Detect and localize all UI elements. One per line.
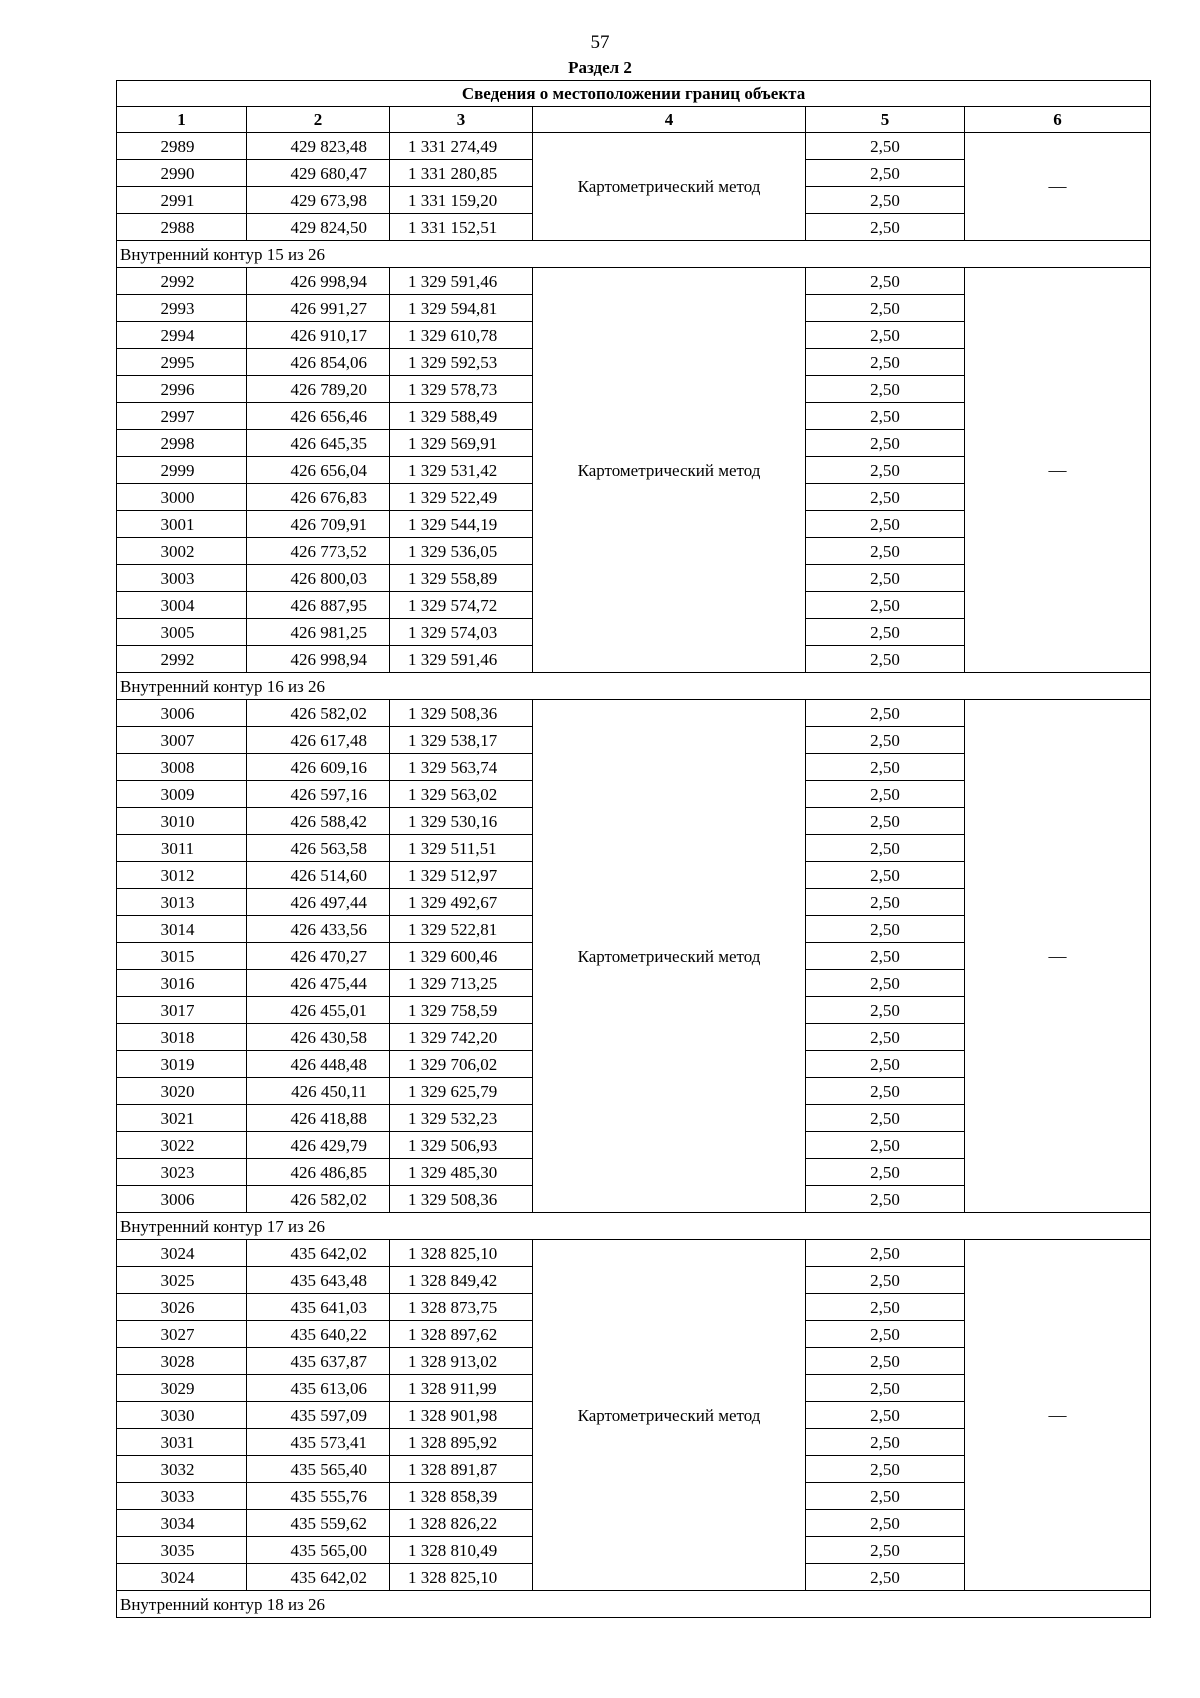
coord-x: 435 642,02 <box>247 1564 390 1591</box>
coord-y: 1 329 506,93 <box>390 1132 533 1159</box>
accuracy-value: 2,50 <box>806 1240 965 1267</box>
coord-y: 1 329 530,16 <box>390 808 533 835</box>
contour-title: Внутренний контур 18 из 26 <box>117 1591 1151 1618</box>
accuracy-value: 2,50 <box>806 943 965 970</box>
method-cell: Картометрический метод <box>533 133 806 241</box>
accuracy-value: 2,50 <box>806 700 965 727</box>
accuracy-value: 2,50 <box>806 1321 965 1348</box>
point-number: 2988 <box>117 214 247 241</box>
accuracy-value: 2,50 <box>806 1024 965 1051</box>
method-cell: Картометрический метод <box>533 1240 806 1591</box>
accuracy-value: 2,50 <box>806 1159 965 1186</box>
point-number: 2998 <box>117 430 247 457</box>
coord-x: 426 455,01 <box>247 997 390 1024</box>
coord-y: 1 329 569,91 <box>390 430 533 457</box>
description-cell: — <box>965 268 1151 673</box>
coord-y: 1 328 891,87 <box>390 1456 533 1483</box>
accuracy-value: 2,50 <box>806 889 965 916</box>
coord-x: 426 563,58 <box>247 835 390 862</box>
coord-y: 1 329 522,49 <box>390 484 533 511</box>
coord-y: 1 331 152,51 <box>390 214 533 241</box>
column-header: 5 <box>806 107 965 133</box>
coord-y: 1 329 600,46 <box>390 943 533 970</box>
contour-title-row <box>117 1213 1151 1240</box>
coord-y: 1 329 538,17 <box>390 727 533 754</box>
coord-y: 1 329 563,02 <box>390 781 533 808</box>
point-number: 3030 <box>117 1402 247 1429</box>
accuracy-value: 2,50 <box>806 511 965 538</box>
accuracy-value: 2,50 <box>806 403 965 430</box>
column-header: 2 <box>247 107 390 133</box>
table-caption: Сведения о местоположении границ объекта <box>117 81 1151 107</box>
coord-x: 426 588,42 <box>247 808 390 835</box>
coord-y: 1 328 895,92 <box>390 1429 533 1456</box>
point-number: 3028 <box>117 1348 247 1375</box>
coord-x: 429 680,47 <box>247 160 390 187</box>
coord-x: 426 910,17 <box>247 322 390 349</box>
point-number: 3002 <box>117 538 247 565</box>
coord-y: 1 329 508,36 <box>390 700 533 727</box>
point-number: 3024 <box>117 1564 247 1591</box>
coord-x: 426 514,60 <box>247 862 390 889</box>
point-number: 3031 <box>117 1429 247 1456</box>
coord-x: 426 709,91 <box>247 511 390 538</box>
coord-x: 426 800,03 <box>247 565 390 592</box>
accuracy-value: 2,50 <box>806 430 965 457</box>
point-number: 3011 <box>117 835 247 862</box>
point-number: 2993 <box>117 295 247 322</box>
point-number: 3015 <box>117 943 247 970</box>
point-number: 2997 <box>117 403 247 430</box>
accuracy-value: 2,50 <box>806 268 965 295</box>
point-number: 3032 <box>117 1456 247 1483</box>
coord-y: 1 329 544,19 <box>390 511 533 538</box>
coord-x: 429 823,48 <box>247 133 390 160</box>
column-header: 4 <box>533 107 806 133</box>
coord-y: 1 329 522,81 <box>390 916 533 943</box>
accuracy-value: 2,50 <box>806 376 965 403</box>
coord-y: 1 329 563,74 <box>390 754 533 781</box>
coord-y: 1 329 592,53 <box>390 349 533 376</box>
accuracy-value: 2,50 <box>806 214 965 241</box>
coord-x: 426 448,48 <box>247 1051 390 1078</box>
accuracy-value: 2,50 <box>806 646 965 673</box>
accuracy-value: 2,50 <box>806 1348 965 1375</box>
contour-title-row <box>117 1591 1151 1618</box>
coord-x: 426 429,79 <box>247 1132 390 1159</box>
coord-y: 1 331 274,49 <box>390 133 533 160</box>
coord-x: 435 640,22 <box>247 1321 390 1348</box>
point-number: 3016 <box>117 970 247 997</box>
coord-y: 1 331 280,85 <box>390 160 533 187</box>
accuracy-value: 2,50 <box>806 1564 965 1591</box>
column-header: 6 <box>965 107 1151 133</box>
coord-y: 1 329 574,03 <box>390 619 533 646</box>
accuracy-value: 2,50 <box>806 619 965 646</box>
coord-y: 1 328 913,02 <box>390 1348 533 1375</box>
description-cell: — <box>965 1240 1151 1591</box>
point-number: 2990 <box>117 160 247 187</box>
point-number: 2992 <box>117 646 247 673</box>
point-number: 2992 <box>117 268 247 295</box>
section-title: Раздел 2 <box>568 58 632 77</box>
accuracy-value: 2,50 <box>806 781 965 808</box>
accuracy-value: 2,50 <box>806 1456 965 1483</box>
point-number: 3004 <box>117 592 247 619</box>
coord-x: 426 497,44 <box>247 889 390 916</box>
table-row <box>117 133 1151 160</box>
coord-x: 426 450,11 <box>247 1078 390 1105</box>
accuracy-value: 2,50 <box>806 538 965 565</box>
point-number: 3022 <box>117 1132 247 1159</box>
coord-y: 1 329 758,59 <box>390 997 533 1024</box>
coord-x: 426 470,27 <box>247 943 390 970</box>
accuracy-value: 2,50 <box>806 1186 965 1213</box>
accuracy-value: 2,50 <box>806 1078 965 1105</box>
point-number: 3033 <box>117 1483 247 1510</box>
coord-y: 1 328 810,49 <box>390 1537 533 1564</box>
accuracy-value: 2,50 <box>806 916 965 943</box>
coord-x: 426 998,94 <box>247 268 390 295</box>
accuracy-value: 2,50 <box>806 133 965 160</box>
coord-x: 435 637,87 <box>247 1348 390 1375</box>
table-row <box>117 1240 1151 1267</box>
coord-x: 435 613,06 <box>247 1375 390 1402</box>
coord-y: 1 328 825,10 <box>390 1564 533 1591</box>
coord-y: 1 329 508,36 <box>390 1186 533 1213</box>
coord-x: 429 824,50 <box>247 214 390 241</box>
coord-x: 426 617,48 <box>247 727 390 754</box>
accuracy-value: 2,50 <box>806 1105 965 1132</box>
coord-y: 1 329 485,30 <box>390 1159 533 1186</box>
coord-y: 1 328 897,62 <box>390 1321 533 1348</box>
coord-x: 426 597,16 <box>247 781 390 808</box>
accuracy-value: 2,50 <box>806 295 965 322</box>
point-number: 3024 <box>117 1240 247 1267</box>
coord-y: 1 328 849,42 <box>390 1267 533 1294</box>
coord-x: 426 582,02 <box>247 700 390 727</box>
accuracy-value: 2,50 <box>806 1510 965 1537</box>
accuracy-value: 2,50 <box>806 835 965 862</box>
point-number: 3019 <box>117 1051 247 1078</box>
point-number: 3005 <box>117 619 247 646</box>
coord-x: 426 475,44 <box>247 970 390 997</box>
accuracy-value: 2,50 <box>806 970 965 997</box>
point-number: 3001 <box>117 511 247 538</box>
point-number: 3026 <box>117 1294 247 1321</box>
contour-title: Внутренний контур 17 из 26 <box>117 1213 1151 1240</box>
coord-y: 1 329 492,67 <box>390 889 533 916</box>
coord-x: 426 854,06 <box>247 349 390 376</box>
point-number: 3010 <box>117 808 247 835</box>
point-number: 3029 <box>117 1375 247 1402</box>
coord-x: 429 673,98 <box>247 187 390 214</box>
coord-y: 1 329 531,42 <box>390 457 533 484</box>
accuracy-value: 2,50 <box>806 1483 965 1510</box>
accuracy-value: 2,50 <box>806 727 965 754</box>
coord-x: 435 555,76 <box>247 1483 390 1510</box>
coord-y: 1 328 858,39 <box>390 1483 533 1510</box>
point-number: 3020 <box>117 1078 247 1105</box>
coord-y: 1 329 536,05 <box>390 538 533 565</box>
coord-x: 435 573,41 <box>247 1429 390 1456</box>
point-number: 3006 <box>117 700 247 727</box>
point-number: 3021 <box>117 1105 247 1132</box>
coord-y: 1 329 610,78 <box>390 322 533 349</box>
accuracy-value: 2,50 <box>806 592 965 619</box>
description-cell: — <box>965 700 1151 1213</box>
coord-x: 426 645,35 <box>247 430 390 457</box>
point-number: 2996 <box>117 376 247 403</box>
coord-x: 426 998,94 <box>247 646 390 673</box>
coord-x: 435 642,02 <box>247 1240 390 1267</box>
column-header: 3 <box>390 107 533 133</box>
column-header: 1 <box>117 107 247 133</box>
coord-y: 1 329 713,25 <box>390 970 533 997</box>
point-number: 2995 <box>117 349 247 376</box>
accuracy-value: 2,50 <box>806 322 965 349</box>
point-number: 3018 <box>117 1024 247 1051</box>
coord-x: 426 430,58 <box>247 1024 390 1051</box>
contour-title: Внутренний контур 15 из 26 <box>117 241 1151 268</box>
coord-y: 1 329 511,51 <box>390 835 533 862</box>
point-number: 3035 <box>117 1537 247 1564</box>
point-number: 3007 <box>117 727 247 754</box>
coord-x: 426 773,52 <box>247 538 390 565</box>
coord-y: 1 329 578,73 <box>390 376 533 403</box>
coord-x: 426 582,02 <box>247 1186 390 1213</box>
coord-x: 426 981,25 <box>247 619 390 646</box>
accuracy-value: 2,50 <box>806 1537 965 1564</box>
coord-y: 1 329 591,46 <box>390 268 533 295</box>
coord-x: 426 887,95 <box>247 592 390 619</box>
accuracy-value: 2,50 <box>806 187 965 214</box>
table-row <box>117 268 1151 295</box>
point-number: 3027 <box>117 1321 247 1348</box>
page-number: 57 <box>590 32 610 53</box>
accuracy-value: 2,50 <box>806 565 965 592</box>
coord-x: 435 565,40 <box>247 1456 390 1483</box>
accuracy-value: 2,50 <box>806 1402 965 1429</box>
point-number: 2994 <box>117 322 247 349</box>
coord-x: 426 656,04 <box>247 457 390 484</box>
coord-x: 426 609,16 <box>247 754 390 781</box>
table-caption-row <box>117 81 1151 107</box>
coord-x: 435 643,48 <box>247 1267 390 1294</box>
coord-x: 435 559,62 <box>247 1510 390 1537</box>
accuracy-value: 2,50 <box>806 160 965 187</box>
coord-x: 426 418,88 <box>247 1105 390 1132</box>
coord-x: 426 991,27 <box>247 295 390 322</box>
point-number: 3017 <box>117 997 247 1024</box>
coord-y: 1 329 512,97 <box>390 862 533 889</box>
coord-x: 435 641,03 <box>247 1294 390 1321</box>
point-number: 3008 <box>117 754 247 781</box>
accuracy-value: 2,50 <box>806 1132 965 1159</box>
coord-x: 426 656,46 <box>247 403 390 430</box>
table-header-row <box>117 107 1151 133</box>
point-number: 3006 <box>117 1186 247 1213</box>
coord-x: 435 565,00 <box>247 1537 390 1564</box>
point-number: 3000 <box>117 484 247 511</box>
point-number: 3003 <box>117 565 247 592</box>
point-number: 3025 <box>117 1267 247 1294</box>
accuracy-value: 2,50 <box>806 754 965 781</box>
table-row <box>117 700 1151 727</box>
coord-x: 426 486,85 <box>247 1159 390 1186</box>
coord-y: 1 328 873,75 <box>390 1294 533 1321</box>
coord-y: 1 331 159,20 <box>390 187 533 214</box>
accuracy-value: 2,50 <box>806 1294 965 1321</box>
accuracy-value: 2,50 <box>806 484 965 511</box>
coord-y: 1 329 594,81 <box>390 295 533 322</box>
accuracy-value: 2,50 <box>806 1375 965 1402</box>
point-number: 2991 <box>117 187 247 214</box>
boundary-coordinates-table <box>116 80 1151 1618</box>
point-number: 2989 <box>117 133 247 160</box>
point-number: 3014 <box>117 916 247 943</box>
coord-y: 1 329 706,02 <box>390 1051 533 1078</box>
accuracy-value: 2,50 <box>806 1429 965 1456</box>
coord-y: 1 328 911,99 <box>390 1375 533 1402</box>
coord-y: 1 329 588,49 <box>390 403 533 430</box>
coord-y: 1 328 826,22 <box>390 1510 533 1537</box>
point-number: 2999 <box>117 457 247 484</box>
accuracy-value: 2,50 <box>806 1051 965 1078</box>
description-cell: — <box>965 133 1151 241</box>
coord-x: 426 789,20 <box>247 376 390 403</box>
method-cell: Картометрический метод <box>533 700 806 1213</box>
accuracy-value: 2,50 <box>806 1267 965 1294</box>
coord-y: 1 329 591,46 <box>390 646 533 673</box>
point-number: 3034 <box>117 1510 247 1537</box>
point-number: 3009 <box>117 781 247 808</box>
contour-title-row <box>117 673 1151 700</box>
coord-y: 1 329 532,23 <box>390 1105 533 1132</box>
accuracy-value: 2,50 <box>806 457 965 484</box>
accuracy-value: 2,50 <box>806 997 965 1024</box>
contour-title: Внутренний контур 16 из 26 <box>117 673 1151 700</box>
point-number: 3023 <box>117 1159 247 1186</box>
method-cell: Картометрический метод <box>533 268 806 673</box>
accuracy-value: 2,50 <box>806 349 965 376</box>
table-body <box>117 81 1151 1618</box>
point-number: 3012 <box>117 862 247 889</box>
coord-x: 426 433,56 <box>247 916 390 943</box>
accuracy-value: 2,50 <box>806 862 965 889</box>
coord-y: 1 329 742,20 <box>390 1024 533 1051</box>
coord-y: 1 328 901,98 <box>390 1402 533 1429</box>
point-number: 3013 <box>117 889 247 916</box>
coord-y: 1 329 625,79 <box>390 1078 533 1105</box>
coord-x: 426 676,83 <box>247 484 390 511</box>
accuracy-value: 2,50 <box>806 808 965 835</box>
coord-y: 1 329 574,72 <box>390 592 533 619</box>
coord-x: 435 597,09 <box>247 1402 390 1429</box>
contour-title-row <box>117 241 1151 268</box>
coord-y: 1 328 825,10 <box>390 1240 533 1267</box>
coord-y: 1 329 558,89 <box>390 565 533 592</box>
